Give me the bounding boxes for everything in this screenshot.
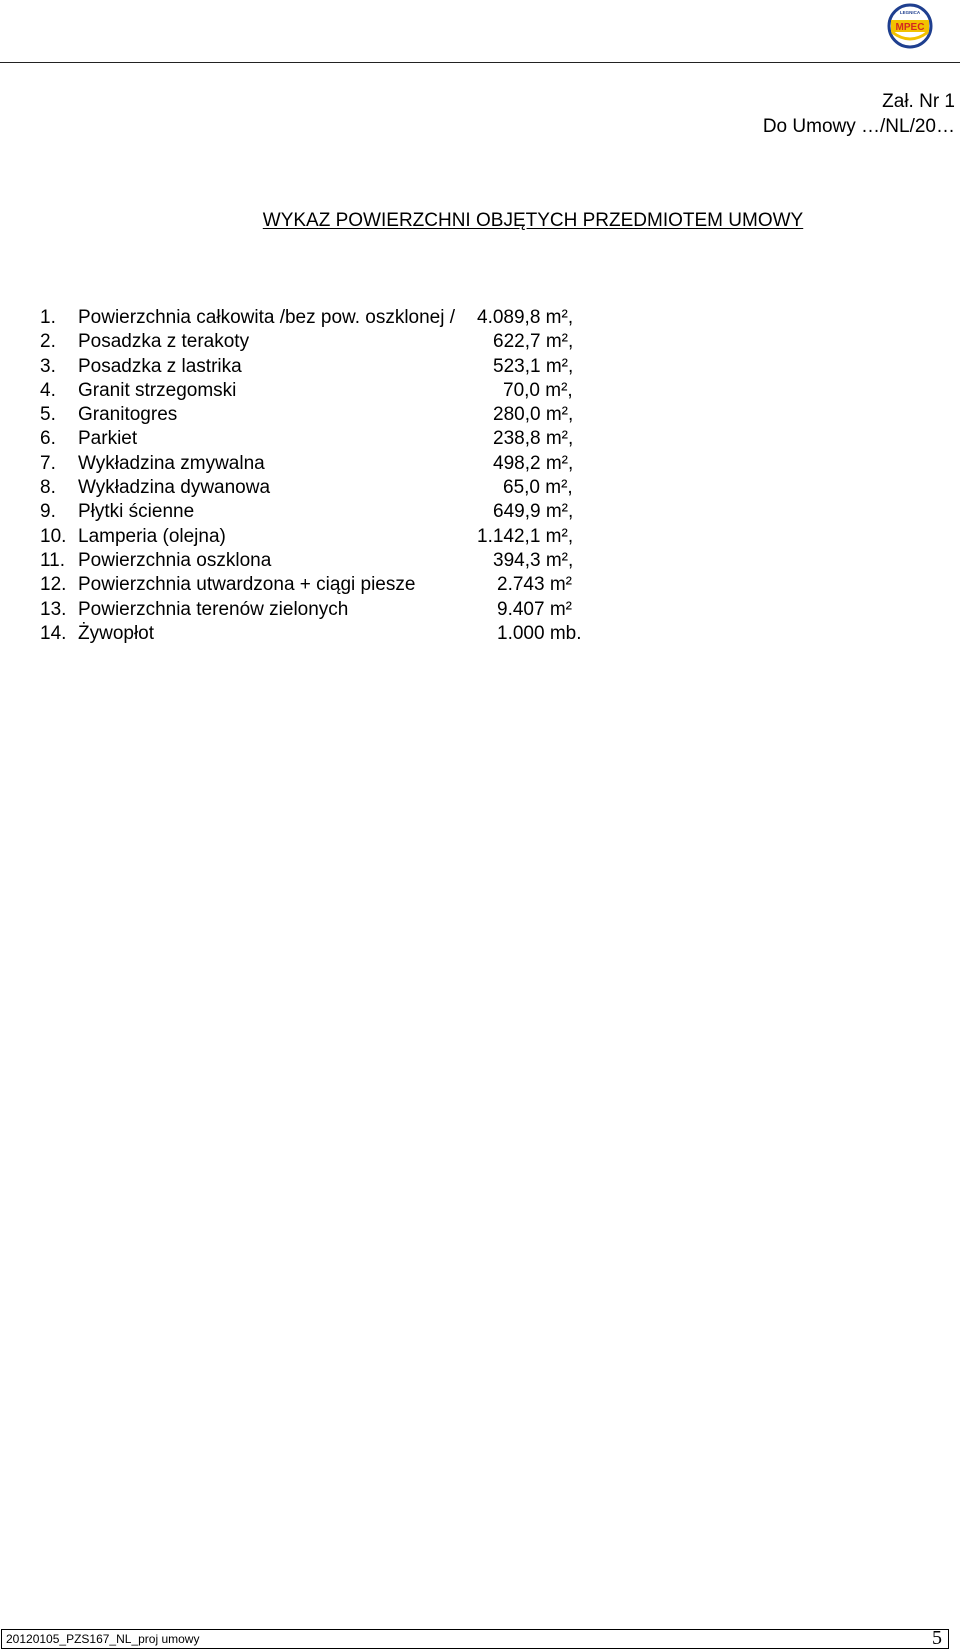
- page-number: 5: [932, 1627, 942, 1649]
- item-label: Posadzka z lastrika: [78, 355, 242, 377]
- item-label: Powierzchnia utwardzona + ciągi piesze: [78, 574, 416, 596]
- item-label: Wykładzina zmywalna: [78, 452, 265, 474]
- item-label: Powierzchnia terenów zielonych: [78, 598, 349, 620]
- list-item: [40, 330, 574, 354]
- logo-arc-text: LEGNICA: [899, 10, 921, 15]
- list-item: [40, 622, 582, 646]
- item-number: 2.: [40, 331, 56, 353]
- list-item: [40, 452, 574, 476]
- item-value: 238,8 m²,: [493, 428, 574, 450]
- item-number: 7.: [40, 452, 56, 474]
- item-label: Żywopłot: [78, 622, 155, 644]
- list-item: [40, 500, 574, 524]
- annex-number: Zał. Nr 1: [882, 91, 955, 112]
- list-item: [40, 476, 573, 500]
- item-number: 3.: [40, 355, 56, 377]
- item-label: Posadzka z terakoty: [78, 331, 250, 353]
- item-value: 1.000 mb.: [497, 622, 582, 644]
- item-value: 498,2 m²,: [493, 452, 574, 474]
- item-number: 5.: [40, 404, 56, 426]
- surface-list: [40, 306, 582, 646]
- list-item: [40, 525, 574, 549]
- document-title: WYKAZ POWIERZCHNI OBJĘTYCH PRZEDMIOTEM UMOWY: [262, 210, 804, 231]
- item-number: 6.: [40, 428, 56, 450]
- item-value: 4.089,8 m²,: [477, 307, 574, 328]
- item-number: 11.: [40, 549, 66, 571]
- item-value: 70,0 m²,: [503, 379, 573, 401]
- list-item: [40, 403, 574, 427]
- item-label: Płytki ścienne: [78, 501, 195, 523]
- page-footer: [1, 1629, 949, 1649]
- item-value: 394,3 m²,: [493, 549, 574, 571]
- list-item: [40, 379, 573, 403]
- item-number: 10.: [40, 525, 67, 547]
- item-number: 14.: [40, 622, 67, 644]
- item-number: 4.: [40, 379, 56, 401]
- item-label: Lamperia (olejna): [78, 525, 226, 547]
- item-label: Powierzchnia całkowita /bez pow. oszklonej /: [78, 307, 456, 328]
- list-item: [40, 549, 574, 573]
- item-value: 649,9 m²,: [493, 501, 574, 523]
- item-label: Powierzchnia oszklona: [78, 549, 272, 571]
- item-number: 12.: [40, 574, 67, 596]
- list-item: [40, 355, 574, 379]
- item-number: 8.: [40, 477, 56, 499]
- item-number: 1.: [40, 307, 56, 328]
- item-value: 1.142,1 m²,: [477, 525, 574, 547]
- item-label: Granitogres: [78, 404, 178, 426]
- logo-text: MPEC: [895, 22, 925, 33]
- mpec-logo: [886, 2, 934, 50]
- list-item: [40, 306, 574, 330]
- item-value: 622,7 m²,: [493, 331, 574, 353]
- item-value: 9.407 m²: [497, 598, 572, 620]
- header-rule: [0, 62, 960, 63]
- item-value: 280,0 m²,: [493, 404, 574, 426]
- item-label: Parkiet: [78, 428, 138, 450]
- item-value: 65,0 m²,: [503, 477, 573, 499]
- item-label: Granit strzegomski: [78, 379, 237, 401]
- list-item: [40, 427, 574, 451]
- annex-contract-ref: Do Umowy …/NL/20…: [762, 116, 955, 137]
- annex-reference: [763, 89, 955, 139]
- list-item: [40, 598, 572, 622]
- footer-file-label: 20120105_PZS167_NL_proj umowy: [6, 1632, 200, 1646]
- item-value: 523,1 m²,: [493, 355, 574, 377]
- item-number: 9.: [40, 501, 56, 523]
- item-label: Wykładzina dywanowa: [78, 477, 271, 499]
- item-number: 13.: [40, 598, 67, 620]
- item-value: 2.743 m²: [497, 574, 572, 596]
- list-item: [40, 573, 572, 597]
